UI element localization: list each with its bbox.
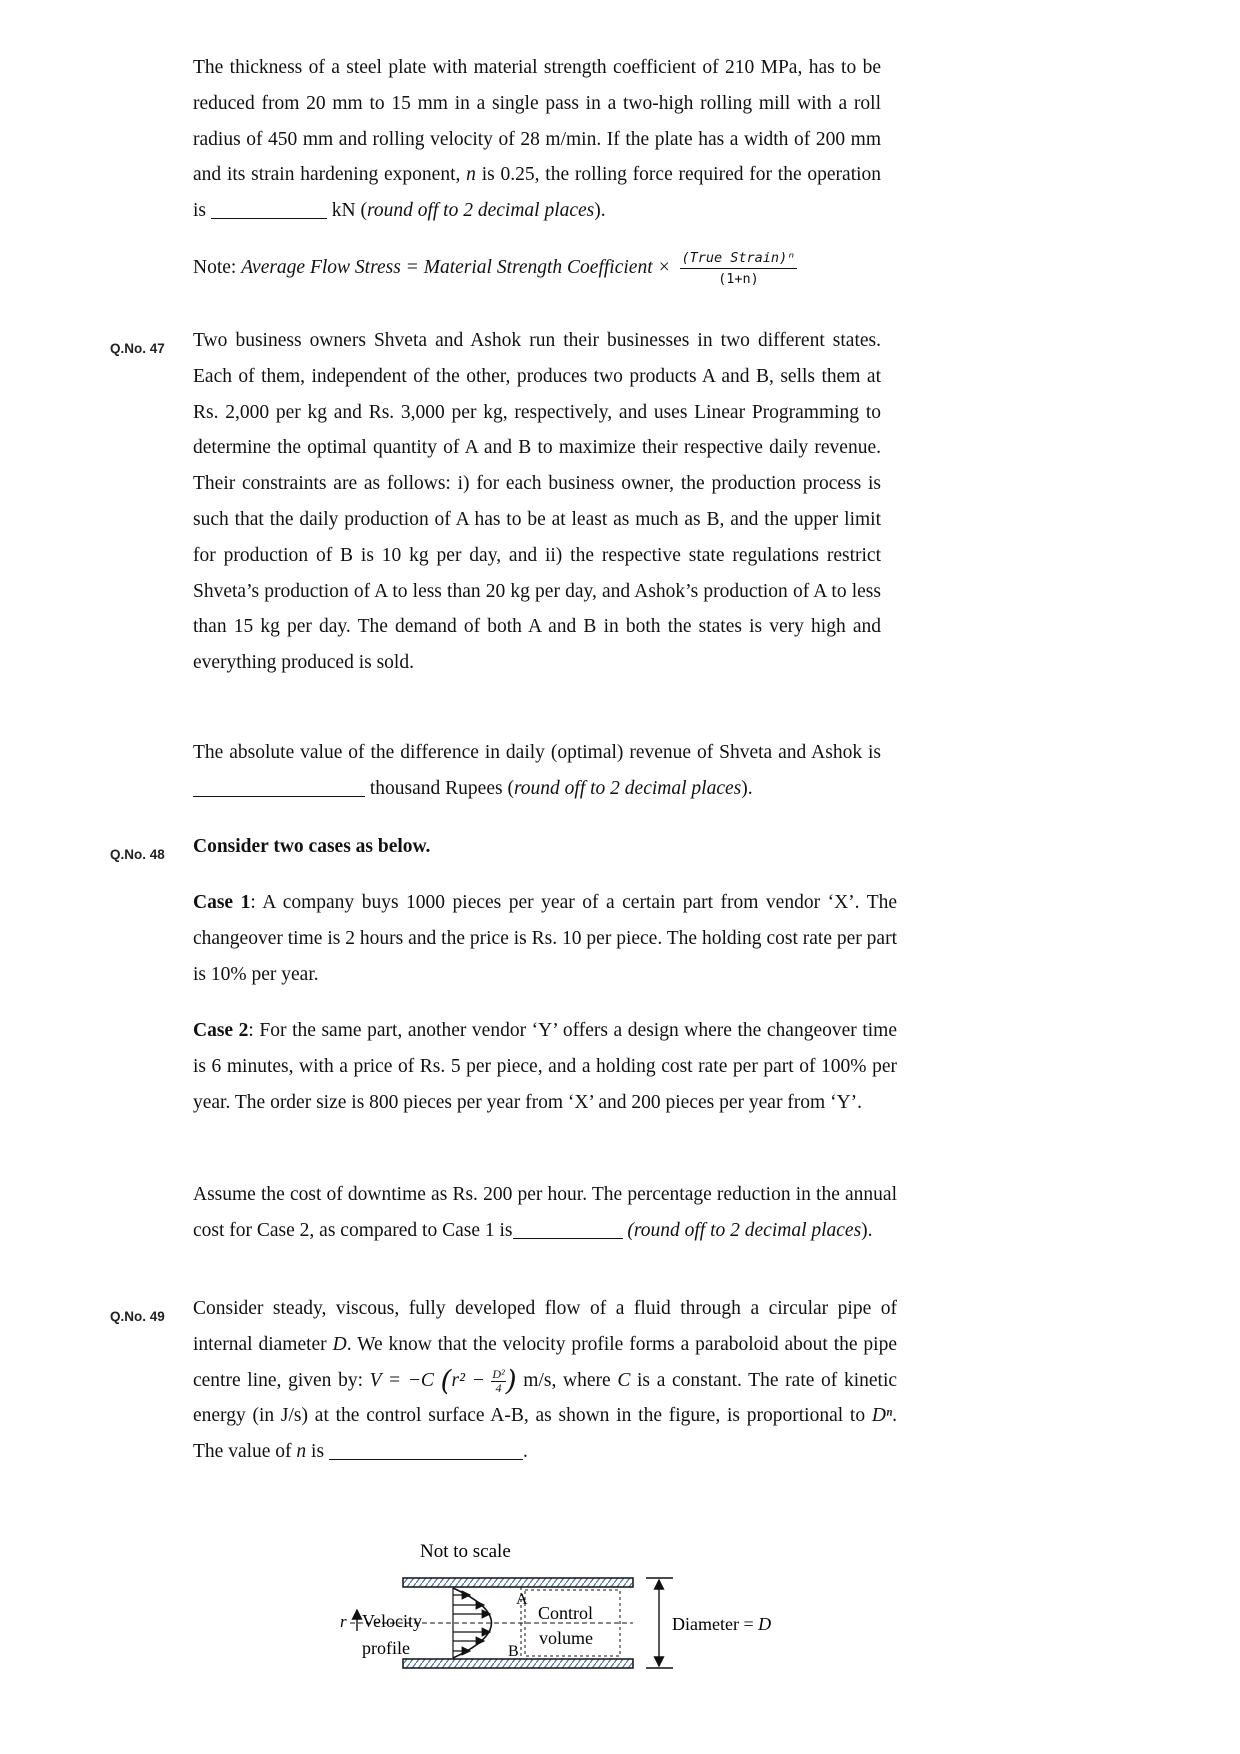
eq-lhs: V = −C [369, 1369, 434, 1391]
q49-text-a: Consider steady, viscous, fully developed flow of a fluid through a circular pipe of internal diameter [193, 1298, 897, 1355]
q46-n-symbol: n [466, 164, 476, 186]
note-fraction [680, 250, 798, 287]
q46-unit: kN ( [331, 200, 367, 222]
q49-D-symbol: D [332, 1333, 347, 1355]
diameter-label [672, 1614, 771, 1634]
q48-close: ). [861, 1219, 873, 1241]
q48-round-note: (round off to 2 decimal places [627, 1219, 862, 1241]
case1-label: Case 1 [193, 892, 251, 913]
q47-paragraph: Two business owners Shveta and Ashok run their businesses in two different states. Each of them, independent of the other, produces two products A and B, sells them at Rs. 2,000 per kg and Rs. 3,000 per kg, respectively, and uses Linear Programming to determine the optimal quantity of A and B to maximize their respective daily revenue. Their constraints are as follows: i) for each business owner, the production process is such that the daily production of A has to be at least as much as B, and the upper limit for production of B is 10 kg per day, and ii) the respective state regulations restrict Shveta’s production of A to less than 20 kg per day, and Ashok’s production of A to less than 15 kg per day. The demand of both A and B in both the states is very high and everything produced is sold. [193, 330, 881, 674]
eq-fraction [491, 1368, 505, 1395]
velocity-label: Velocity [362, 1611, 422, 1631]
diameter-text: Diameter = [672, 1614, 759, 1634]
note-fraction-numerator: (True Strain)ⁿ [680, 250, 798, 269]
q49-answer-blank[interactable] [329, 1440, 523, 1461]
case1-text: : A company buys 1000 pieces per year of a certain part from vendor ‘X’. The changeover time is 2 hours and the price is Rs. 10 per piece. The holding cost rate per part is 10% per year. [193, 892, 898, 985]
q48-case2 [193, 1013, 897, 1120]
q48-answer-blank[interactable] [513, 1218, 623, 1239]
q48-case1 [193, 885, 897, 992]
q49-text-e: . The value of [193, 1405, 897, 1463]
q49-text-b: . We know that the velocity profile forms a paraboloid about the pipe centre line, given by: [193, 1333, 897, 1391]
pipe-flow-figure [320, 1535, 820, 1695]
figure-caption: Not to scale [420, 1541, 511, 1562]
q49-n-symbol: n [296, 1441, 307, 1463]
point-A-label: A [516, 1591, 528, 1608]
q46-answer-blank[interactable] [211, 199, 327, 220]
question-number-49: Q.No. 49 [110, 1309, 165, 1324]
q48-question [193, 1177, 897, 1249]
q49-text-f: is [311, 1441, 325, 1463]
control-label: Control [538, 1603, 594, 1623]
q46-paragraph [193, 50, 881, 229]
case2-label: Case 2 [193, 1020, 249, 1041]
q49-paragraph [193, 1291, 897, 1470]
q47-round-note: round off to 2 decimal places [513, 777, 742, 799]
q47-close: ). [741, 777, 753, 799]
q49-C-symbol: C [617, 1369, 631, 1391]
eq-denominator: 4 [495, 1380, 502, 1395]
q47-question [193, 735, 881, 807]
q49-Dn-symbol: Dⁿ [871, 1405, 893, 1427]
eq-numerator: D² [492, 1366, 505, 1381]
note-fraction-denominator: (1+n) [718, 271, 759, 287]
pipe-bottom-wall [403, 1659, 633, 1668]
case2-text: : For the same part, another vendor ‘Y’ offers a design where the changeover time is 6 minutes, with a price of Rs. 5 per piece, and a holding cost rate per part of 100% per year. The order size is 800 pieces per year from ‘X’ and 200 pieces per year from ‘Y’. [193, 1020, 897, 1113]
q48-heading: Consider two cases as below. [193, 836, 431, 857]
eq-r2: r² − [451, 1369, 485, 1391]
note-label: Note: [193, 256, 237, 278]
question-number-47: Q.No. 47 [110, 341, 165, 356]
velocity-equation: V = −C (r² − $\frac{\text{D²}}{4}$ ) [369, 1363, 517, 1397]
q48-text: Assume the cost of downtime as Rs. 200 per hour. The percentage reduction in the annual cost for Case 2, as compared to Case 1 is [193, 1184, 897, 1241]
q46-text: The thickness of a steel plate with material strength coefficient of 210 MPa, has to be reduced from 20 mm to 15 mm in a single pass in a two-high rolling mill with a roll radius of 450 mm and rolling velocity of 28 m/min. If the plate has a width of 200 mm and its strain hardening exponent, [193, 57, 881, 186]
q49-text-c: m/s, where [523, 1369, 611, 1391]
pipe-top-wall [403, 1578, 633, 1587]
profile-label: profile [362, 1638, 410, 1658]
q47-answer-blank[interactable] [193, 776, 365, 797]
diameter-D-symbol: D [758, 1614, 772, 1634]
point-B-label: B [508, 1643, 519, 1660]
q46-note [193, 250, 797, 287]
question-number-48: Q.No. 48 [110, 847, 165, 862]
q47-unit: thousand Rupees ( [369, 777, 514, 799]
q49-text-d: is a constant. The rate of kinetic energy (in J/s) at the control surface A-B, as shown in the figure, is proportional to [193, 1369, 898, 1427]
note-formula: Average Flow Stress = Material Strength Coefficient × [241, 256, 671, 278]
volume-label: volume [539, 1628, 593, 1648]
r-label: r [340, 1612, 347, 1631]
q49-end: . [522, 1441, 528, 1463]
q46-text-b: is 0.25, the rolling force required for the operation is [193, 164, 882, 222]
q47-text: The absolute value of the difference in daily (optimal) revenue of Shveta and Ashok is [193, 742, 881, 763]
q46-close: ). [594, 200, 606, 222]
q46-round-note: round off to 2 decimal places [366, 200, 595, 222]
